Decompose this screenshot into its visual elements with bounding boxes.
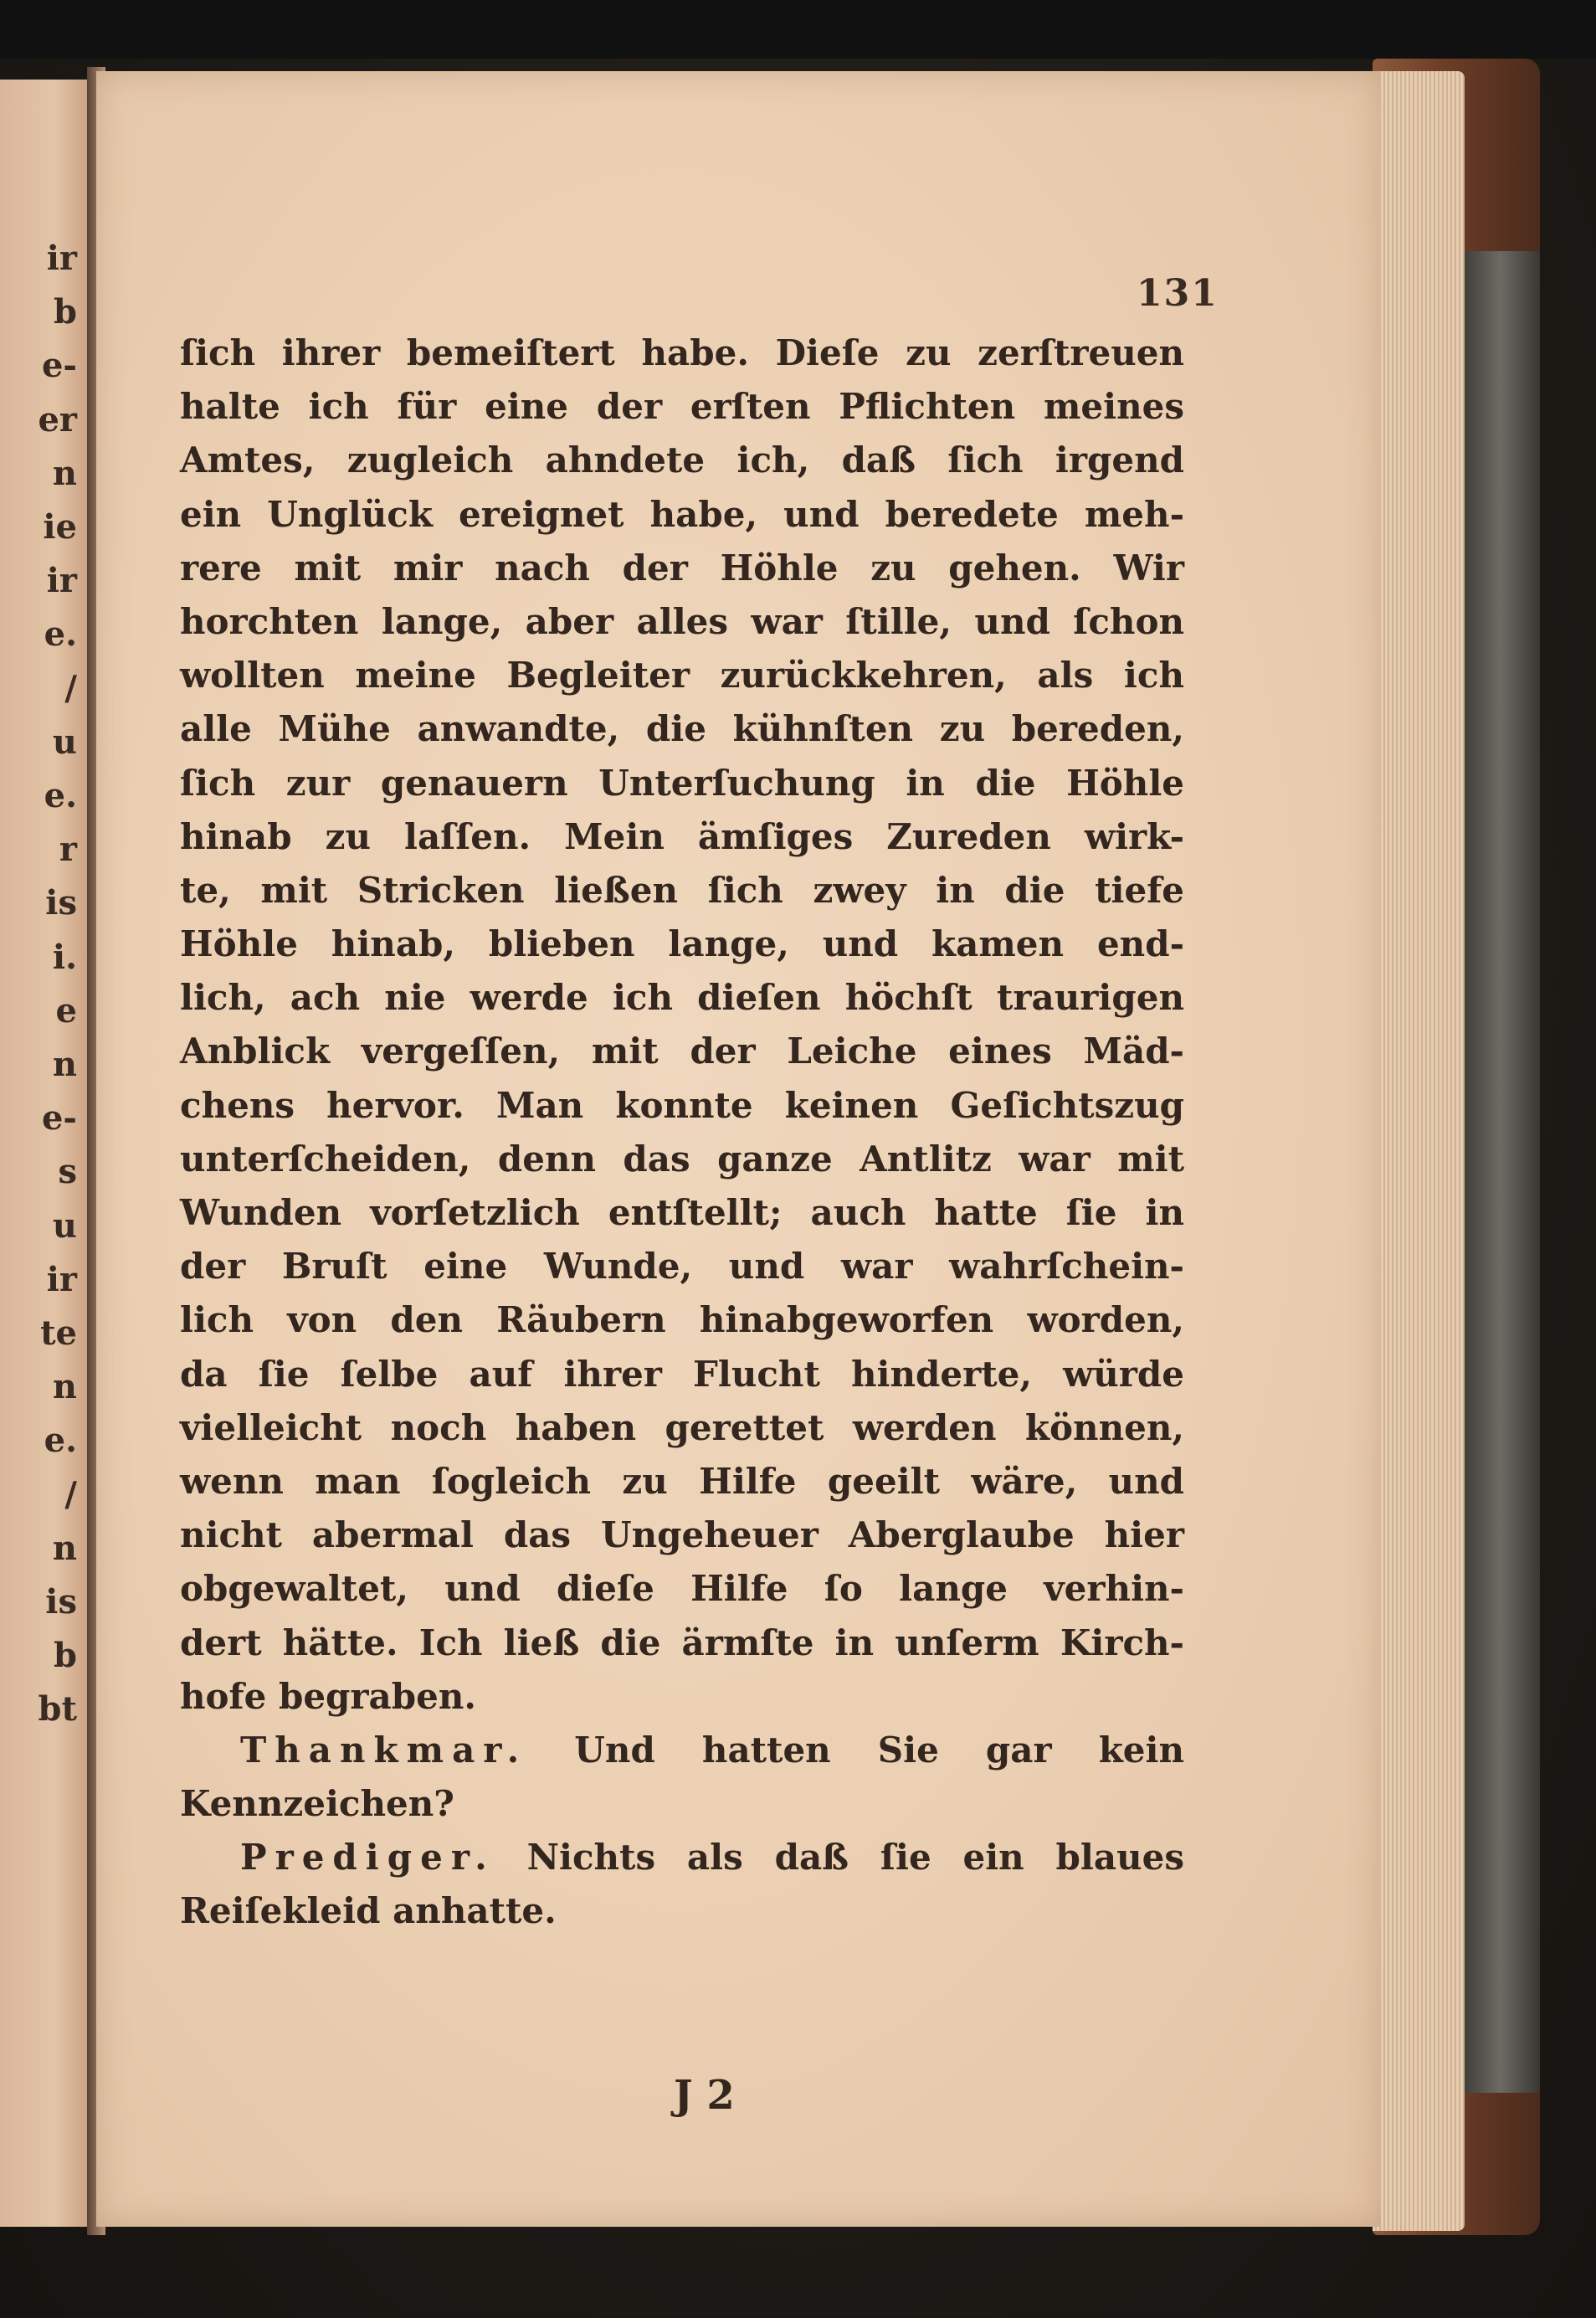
left-page-fragment: ir [46,1259,77,1299]
left-page-fragment: e- [41,1098,77,1138]
text-line: der Bruſt eine Wunde, und war wahrſchein- [180,1246,1184,1287]
left-page-fragment: i. [52,937,77,977]
left-page-fragment: s [58,1152,77,1192]
text-line: ſich ihrer bemeiſtert habe. Dieſe zu zerſtreuen [180,332,1184,373]
text-line: alle Mühe anwandte, die kühnſten zu bereden, [180,708,1184,750]
left-page-fragment: ie [43,507,77,547]
left-page-fragment: b [54,292,77,332]
text-line: Anblick vergeſſen, mit der Leiche eines Mäd- [180,1031,1184,1072]
left-page-fragment: bt [38,1689,77,1730]
left-page-fragment: b [54,1636,77,1676]
left-page-fragment: u [52,1205,77,1246]
text-line: Höhle hinab, blieben lange, und kamen end- [180,923,1184,965]
text-line: halte ich für eine der erſten Pflichten meines [180,386,1184,428]
dialogue-continuation: Reiſekleid anhatte. [180,1890,557,1932]
left-page-fragment: te [40,1313,77,1353]
text-line: unterſcheiden, denn das ganze Antlitz war mit [180,1138,1184,1180]
left-page-fragment: is [45,883,77,923]
text-line: rere mit mir nach der Höhle zu gehen. Wir [180,547,1184,588]
text-line: nicht abermal das Ungeheuer Aberglaube hier [180,1514,1184,1556]
text-line: lich von den Räubern hinabgeworfen worden, [180,1299,1184,1341]
page-block-edges [1373,71,1465,2231]
dialogue-text: Und hatten Sie gar kein [574,1729,1185,1771]
text-line: Amtes, zugleich ahndete ich, daß ſich irgend [180,439,1184,481]
left-page-fragment: er [38,399,77,439]
text-line: wenn man ſogleich zu Hilfe geeilt wäre, und [180,1460,1184,1502]
left-page-fragment: / [64,1474,77,1514]
text-line: wollten meine Begleiter zurückkehren, als ich [180,655,1184,696]
text-line: vielleicht noch haben gerettet werden können, [180,1406,1184,1448]
left-page-fragment: ir [46,561,77,601]
text-line: lich, ach nie werde ich dieſen höchſt traurigen [180,977,1184,1019]
text-line: dert hätte. Ich ließ die ärmſte in unſerm Kirch- [180,1622,1184,1663]
text-line: chens hervor. Man konnte keinen Geſichtszug [180,1084,1184,1126]
text-line: da ſie ſelbe auf ihrer Flucht hinderte, würde [180,1353,1184,1395]
text-line: hinab zu laſſen. Mein ämſiges Zureden wirk- [180,815,1184,857]
left-page-fragment: n [52,1045,77,1084]
dialogue-line-prediger [180,1831,1184,1884]
text-line: Wunden vorſetzlich entſtellt; auch hatte ſie in [180,1192,1184,1233]
body-text [180,326,1184,1939]
scanner-background [0,0,1596,59]
left-page-fragment: e. [44,1421,77,1461]
speaker-name: Prediger. [240,1837,495,1879]
left-page-fragment: n [52,1367,77,1407]
text-line: obgewaltet, und dieſe Hilfe ſo lange verhin- [180,1568,1184,1610]
dialogue-text: Nichts als daß ſie ein blaues [526,1837,1184,1879]
right-page [96,71,1381,2227]
left-page-fragment: n [52,1528,77,1568]
left-facing-page [0,80,93,2227]
speaker-name: Thankmar. [240,1729,528,1771]
left-page-fragment: ir [46,239,77,278]
text-line: hofe begraben. [180,1675,477,1717]
text-line: horchten lange, aber alles war ſtille, und ſchon [180,600,1184,642]
left-page-fragment: e- [41,346,77,386]
left-page-fragment: r [59,830,77,870]
left-page-fragment: e. [44,614,77,655]
left-page-fragment: e. [44,776,77,815]
left-page-fragment: n [52,453,77,493]
left-page-fragment: is [45,1582,77,1622]
text-line: ſich zur genauern Unterſuchung in die Höhle [180,762,1184,804]
left-page-fragment: / [64,668,77,708]
signature-mark: J 2 [674,2072,735,2119]
dialogue-line-thankmar [180,1724,1184,1777]
text-line: te, mit Stricken ließen ſich zwey in die tiefe [180,869,1184,911]
left-page-fragment: e [55,990,77,1031]
text-line: ein Unglück ereignet habe, und beredete meh- [180,493,1184,535]
left-page-fragment: u [52,722,77,762]
cover-board [1460,251,1540,2093]
page-number: 131 [1137,272,1219,315]
dialogue-continuation: Kennzeichen? [180,1783,454,1825]
